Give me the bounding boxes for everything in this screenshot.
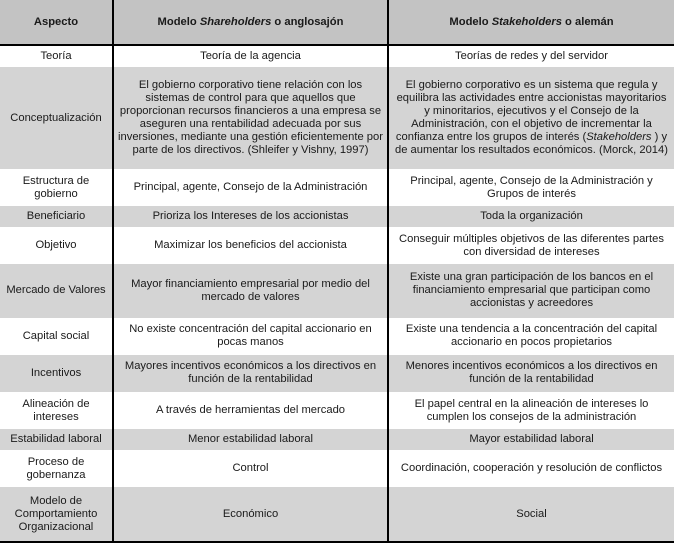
table-row: [0, 487, 674, 542]
column-header-shareholders: [113, 0, 388, 45]
table-row: [0, 169, 674, 206]
cell-stakeholders: [388, 67, 674, 169]
cell-stakeholders: El papel central en la alineación de intereses lo cumplen los consejos de la administración: [388, 392, 674, 429]
column-header-stakeholders-suffix: o alemán: [561, 15, 614, 28]
cell-stakeholders: Teorías de redes y del servidor: [388, 45, 674, 67]
cell-stakeholders: Mayor estabilidad laboral: [388, 429, 674, 450]
table-header: [0, 0, 674, 45]
table-row: [0, 429, 674, 450]
cell-stakeholders: Coordinación, cooperación y resolución de conflictos: [388, 450, 674, 487]
table-row: [0, 355, 674, 392]
column-header-shareholders-suffix: o anglosajón: [271, 15, 344, 28]
cell-stakeholders-part2: ) y de aumentar los resultados económicos. (Morck, 2014): [395, 131, 668, 157]
cell-shareholders: Teoría de la agencia: [113, 45, 388, 67]
cell-shareholders: Económico: [113, 487, 388, 542]
cell-shareholders: A través de herramientas del mercado: [113, 392, 388, 429]
cell-aspect: Objetivo: [0, 227, 113, 264]
cell-stakeholders: Conseguir múltiples objetivos de las diferentes partes con diversidad de intereses: [388, 227, 674, 264]
cell-aspect: Capital social: [0, 318, 113, 355]
table-body: [0, 45, 674, 542]
cell-shareholders: Mayores incentivos económicos a los directivos en función de la rentabilidad: [113, 355, 388, 392]
cell-aspect: Estructura de gobierno: [0, 169, 113, 206]
header-row: [0, 0, 674, 45]
cell-aspect: Modelo de Comportamiento Organizacional: [0, 487, 113, 542]
cell-aspect: Teoría: [0, 45, 113, 67]
cell-shareholders: Principal, agente, Consejo de la Administración: [113, 169, 388, 206]
cell-aspect: Proceso de gobernanza: [0, 450, 113, 487]
cell-aspect: Conceptualización: [0, 67, 113, 169]
cell-shareholders: Mayor financiamiento empresarial por medio del mercado de valores: [113, 264, 388, 317]
cell-stakeholders: Existe una tendencia a la concentración del capital accionario en pocos propietarios: [388, 318, 674, 355]
cell-stakeholders: Principal, agente, Consejo de la Administración y Grupos de interés: [388, 169, 674, 206]
cell-aspect: Alineación de intereses: [0, 392, 113, 429]
cell-stakeholders: Existe una gran participación de los bancos en el financiamiento empresarial que participan como accionistas y acreedores: [388, 264, 674, 317]
cell-stakeholders: Menores incentivos económicos a los directivos en función de la rentabilidad: [388, 355, 674, 392]
table-row: [0, 227, 674, 264]
column-header-stakeholders-prefix: Modelo: [449, 15, 492, 28]
column-header-aspect: Aspecto: [0, 0, 113, 45]
column-header-shareholders-prefix: Modelo: [157, 15, 200, 28]
cell-shareholders: El gobierno corporativo tiene relación con los sistemas de control para que aquellos que proporcionan recursos financieros a una empresa se aseguren una rentabilidad adecuada por sus inversiones, mediante una gestión eficientemente por parte de los directivos. (Shleifer y Vishny, 1997): [113, 67, 388, 169]
table-row: [0, 206, 674, 227]
table-row: [0, 318, 674, 355]
cell-stakeholders: Toda la organización: [388, 206, 674, 227]
cell-stakeholders-part1: El gobierno corporativo es un sistema que regula y equilibra las actividades entre accionistas mayoritarios y minoritarios, ejecutivos y el Consejo de la Administración, con el objetivo de incrementar la confianza entre los grupos de interés (: [395, 79, 667, 144]
cell-stakeholders: Social: [388, 487, 674, 542]
cell-shareholders: Maximizar los beneficios del accionista: [113, 227, 388, 264]
column-header-stakeholders: [388, 0, 674, 45]
cell-aspect: Mercado de Valores: [0, 264, 113, 317]
cell-shareholders: Prioriza los Intereses de los accionistas: [113, 206, 388, 227]
column-header-stakeholders-italic: Stakeholders: [491, 15, 562, 28]
column-header-shareholders-italic: Shareholders: [199, 15, 272, 28]
cell-shareholders: No existe concentración del capital accionario en pocas manos: [113, 318, 388, 355]
cell-shareholders: Control: [113, 450, 388, 487]
cell-shareholders: Menor estabilidad laboral: [113, 429, 388, 450]
table-row: [0, 45, 674, 67]
table-row: [0, 264, 674, 317]
table-row: [0, 67, 674, 169]
table-row: [0, 450, 674, 487]
cell-aspect: Beneficiario: [0, 206, 113, 227]
cell-aspect: Incentivos: [0, 355, 113, 392]
cell-aspect: Estabilidad laboral: [0, 429, 113, 450]
cell-stakeholders-italic: Stakeholders: [586, 131, 652, 144]
table-row: [0, 392, 674, 429]
